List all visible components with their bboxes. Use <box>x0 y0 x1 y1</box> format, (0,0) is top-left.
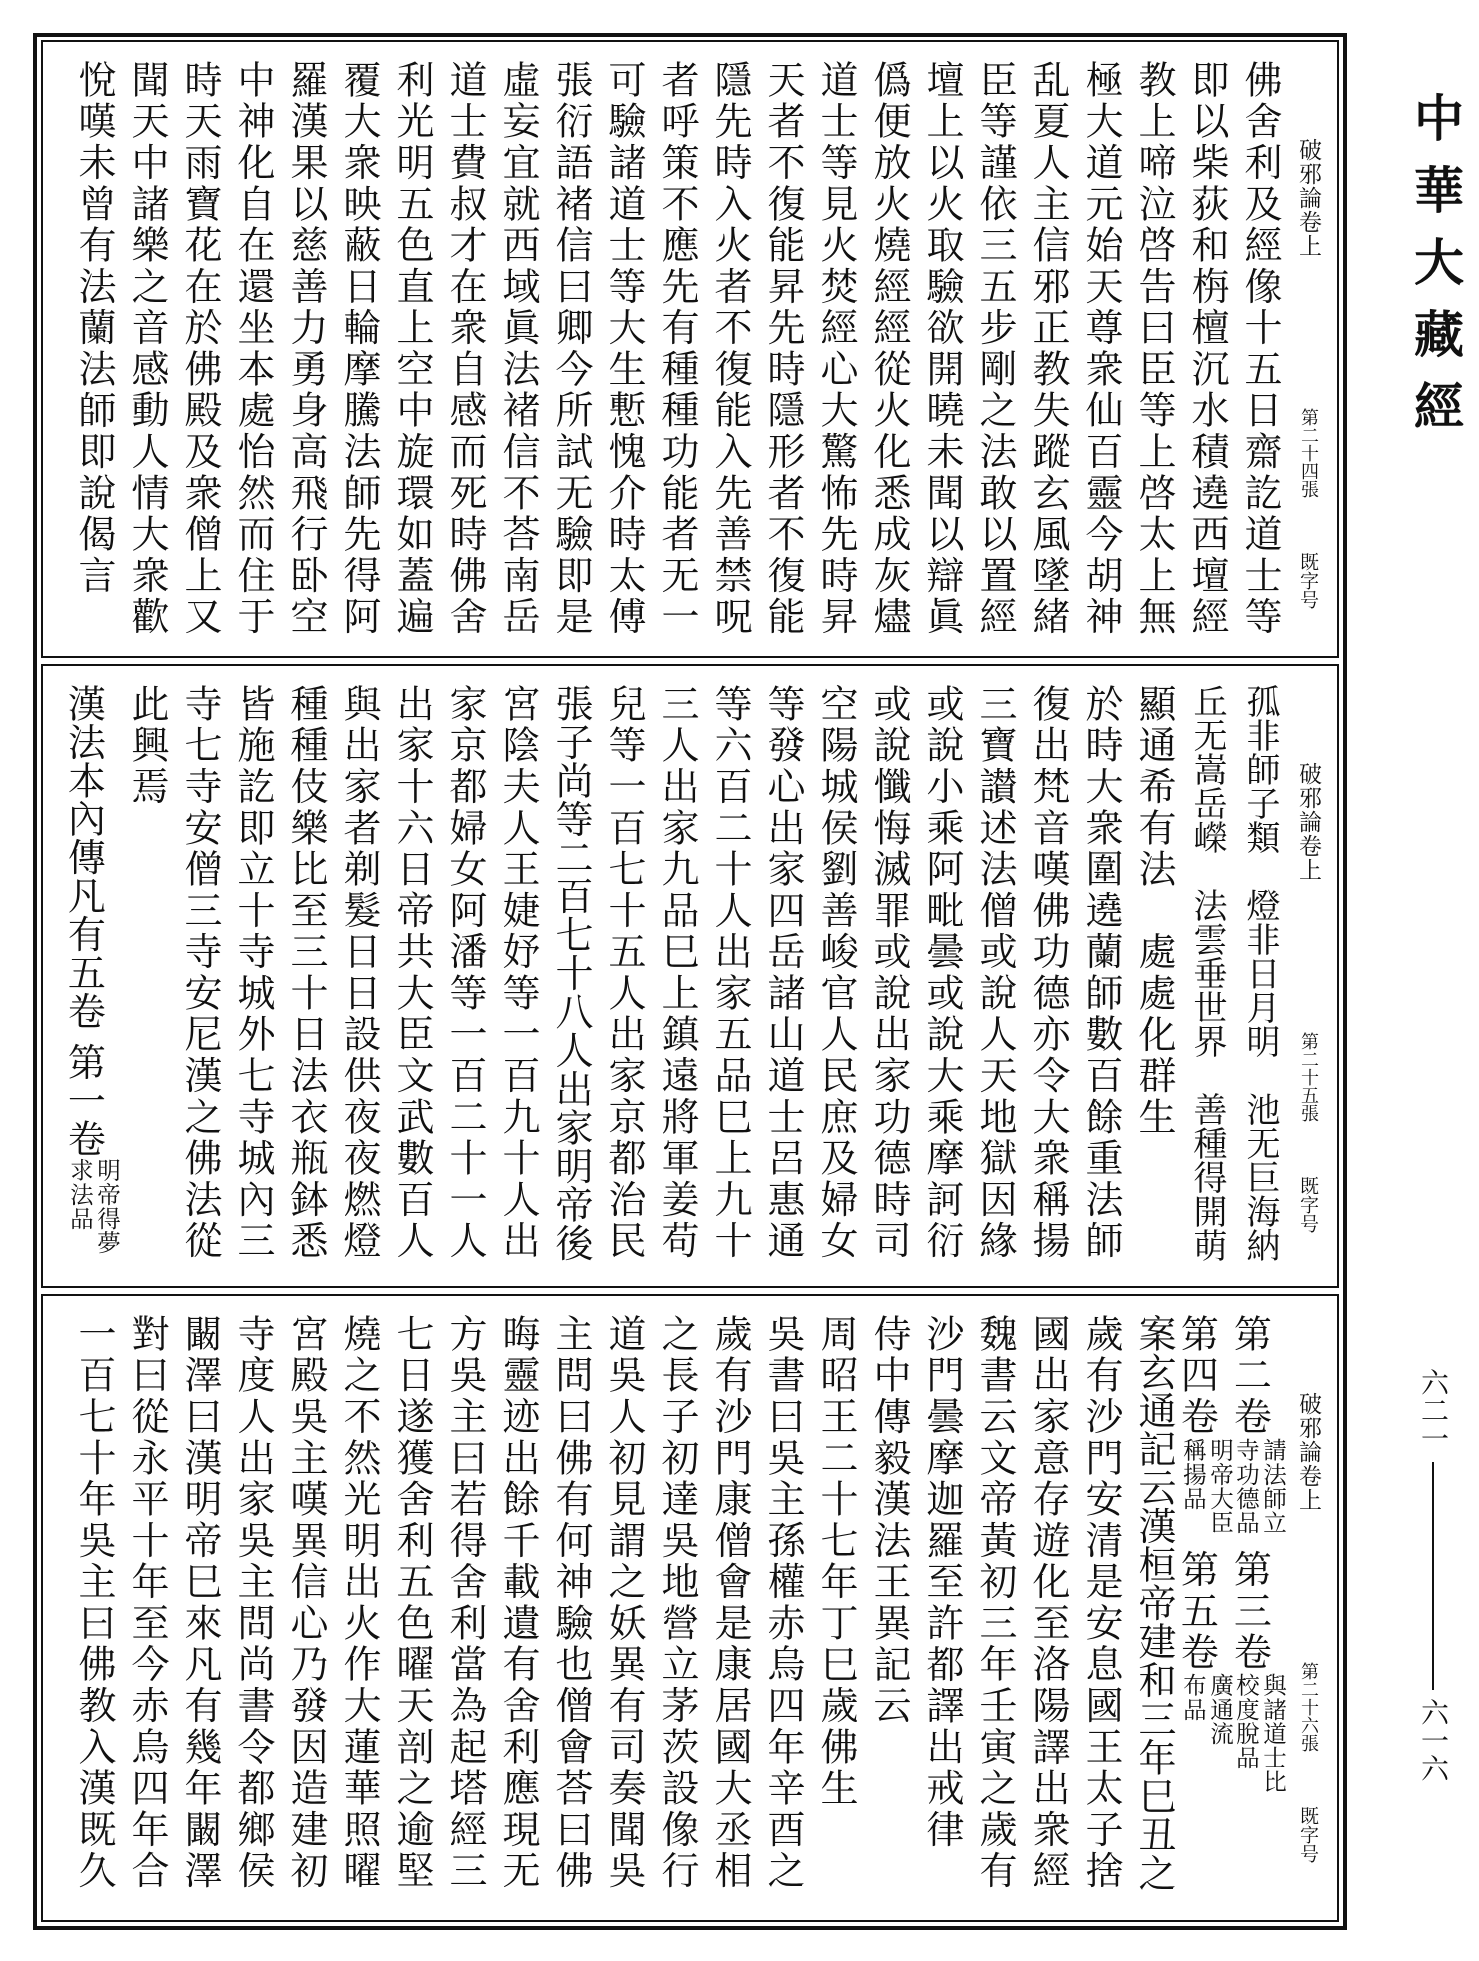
text-column: 案玄通記云漢桓帝建和三年巳丑之 <box>1132 1314 1176 1892</box>
page-number-upper: 六二一 <box>1417 1368 1450 1452</box>
text-column: 主問曰佛有何神驗也僧會荅曰佛 <box>549 1314 593 1892</box>
text-column: 兒等一百七十五人出家京都治民 <box>602 684 646 1262</box>
text-column: 沙門曇摩迦羅至許都譯出戒律 <box>920 1314 964 1851</box>
text-column: 宮殿吳主嘆異信心乃發因造建初 <box>284 1314 328 1892</box>
text-panel-lower <box>41 1294 1339 1922</box>
text-column: 覆大衆映蔽日輪摩騰法師先得阿 <box>337 60 381 638</box>
text-column: 對曰從永平十年至今赤烏四年合 <box>125 1314 169 1892</box>
text-column <box>61 684 121 1262</box>
text-column <box>1227 1314 1287 1892</box>
note-line: 明帝大臣 <box>1206 1437 1234 1535</box>
column-text: 第五卷 <box>1174 1534 1219 1674</box>
interlinear-note <box>1179 1673 1233 1745</box>
column-text: 漢法本內傳凡有五卷 第一卷 <box>61 684 106 1158</box>
header-folio: 第二十五張 <box>1298 1032 1319 1122</box>
text-column: 利光明五色直上空中旋環如蓋遍 <box>390 60 434 638</box>
panel-header <box>1293 666 1323 1286</box>
text-column: 出家十六日帝共大臣文武數百人 <box>390 684 434 1262</box>
text-column: 魏書云文帝黃初三年壬寅之歲有 <box>973 1314 1017 1892</box>
text-column: 周昭王二十七年丁巳歲佛生 <box>814 1314 858 1810</box>
text-column: 方吳主曰若得舍利當為起塔經三 <box>443 1314 487 1892</box>
note-line: 廣通流 <box>1206 1673 1234 1746</box>
header-mark: 既字号 <box>1297 552 1319 609</box>
text-column: 張子尚等二百七十八人出家明帝後 <box>549 684 593 1262</box>
text-column: 即以柴荻和栴檀沉水積遶西壇經 <box>1185 60 1229 638</box>
text-column: 寺度人出家吳主問尚書令都鄉侯 <box>231 1314 275 1892</box>
interlinear-note <box>1232 1438 1286 1534</box>
text-column: 一百七十年吳主曰佛教入漢既久 <box>72 1314 116 1892</box>
text-column: 乱夏人主信邪正教失蹤玄風墜緒 <box>1026 60 1070 638</box>
column-text: 第三卷 <box>1227 1534 1272 1674</box>
note-line: 稱揚品 <box>1178 1437 1207 1511</box>
text-column: 燒之不然光明出火作大蓮華照曜 <box>337 1314 381 1892</box>
page-number-lower: 六一六 <box>1417 1698 1450 1782</box>
text-column: 三人出家九品巳上鎮遠將軍姜苟 <box>655 684 699 1262</box>
text-column: 者呼策不應先有種種功能者无一 <box>655 60 699 638</box>
text-column: 丘无嵩岳嶸 法雲垂世界 善種得開萌 <box>1187 684 1227 1262</box>
text-column: 臣等謹依三五步剛之法敢以置經 <box>973 60 1017 638</box>
text-column: 寺七寺安僧三寺安尼漢之佛法從 <box>178 684 222 1262</box>
note-line: 寺功德品 <box>1231 1437 1260 1535</box>
text-panel-middle <box>41 664 1339 1288</box>
text-column: 羅漢果以慈善力勇身高飛行卧空 <box>284 60 328 638</box>
header-folio: 第二十四張 <box>1298 408 1319 498</box>
text-column: 虛妄宜就西域眞法褚信不荅南岳 <box>496 60 540 638</box>
text-columns <box>67 1314 1286 1894</box>
text-column: 家京都婦女阿潘等一百二十一人 <box>443 684 487 1262</box>
panel-header <box>1293 1296 1323 1920</box>
page-number-divider <box>1432 1462 1434 1690</box>
header-mark: 既字号 <box>1297 1806 1319 1863</box>
text-column: 之長子初達吳地營立茅茨設像行 <box>655 1314 699 1892</box>
text-column: 歲有沙門康僧會是康居國大丞相 <box>708 1314 752 1892</box>
text-column: 復出梵音嘆佛功德亦令大衆稱揚 <box>1026 684 1070 1262</box>
text-column: 吳書曰吳主孫權赤烏四年辛酉之 <box>761 1314 805 1892</box>
note-line: 校度脫品 <box>1231 1673 1260 1770</box>
text-column: 聞天中諸樂之音感動人情大衆歡 <box>125 60 169 638</box>
text-column: 闞澤曰漢明帝巳來凡有幾年闞澤 <box>178 1314 222 1892</box>
text-column: 等發心出家四岳諸山道士呂惠通 <box>761 684 805 1262</box>
text-column: 顯通希有法 處處化群生 <box>1132 684 1176 1139</box>
text-column: 可驗諸道士等大生慙愧介時太傅 <box>602 60 646 638</box>
header-folio: 第二十六張 <box>1298 1662 1319 1752</box>
text-column: 皆施訖即立十寺城外七寺城內三 <box>231 684 275 1262</box>
text-column: 壇上以火取驗欲開曉未聞以辯眞 <box>920 60 964 638</box>
text-column: 道士等見火焚經心大驚怖先時昇 <box>814 60 858 638</box>
text-column: 天者不復能昇先時隱形者不復能 <box>761 60 805 638</box>
header-title: 破邪論卷上 <box>1295 1392 1321 1512</box>
text-columns <box>61 684 1286 1264</box>
text-column: 侍中傳毅漢法王異記云 <box>867 1314 911 1727</box>
text-column: 教上啼泣啓告曰臣等上啓太上無 <box>1132 60 1176 638</box>
text-column: 僞便放火燒經經從火化悉成灰燼 <box>867 60 911 638</box>
text-column: 此興焉 <box>125 684 169 808</box>
text-column: 種種伎樂比至三十日法衣瓶鉢悉 <box>284 684 328 1262</box>
text-column: 隱先時入火者不復能入先善禁呪 <box>708 60 752 638</box>
header-title: 破邪論卷上 <box>1295 762 1321 882</box>
panel-header <box>1293 42 1323 656</box>
interlinear-note <box>1232 1673 1286 1793</box>
text-column: 宮陰夫人王婕妤等一百九十人出 <box>496 684 540 1262</box>
text-column: 道吳人初見謂之妖異有司奏聞吳 <box>602 1314 646 1892</box>
text-column: 道士費叔才在衆自感而死時佛舍 <box>443 60 487 638</box>
column-text: 第二卷 <box>1227 1314 1272 1438</box>
note-line: 布品 <box>1178 1673 1207 1722</box>
text-column: 孤非師子類 燈非日月明 池无巨海納 <box>1240 684 1280 1262</box>
text-column: 空陽城侯劉善峻官人民庶及婦女 <box>814 684 858 1262</box>
text-column: 張衍語褚信曰卿今所試无驗即是 <box>549 60 593 638</box>
interlinear-note <box>66 1158 120 1254</box>
text-column: 極大道元始天尊衆仙百靈今胡神 <box>1079 60 1123 638</box>
text-column: 晦靈迹出餘千載遺有舍利應現无 <box>496 1314 540 1892</box>
text-column: 時天雨寶花在於佛殿及衆僧上又 <box>178 60 222 638</box>
text-column: 悅嘆未曾有法蘭法師即說偈言 <box>72 60 116 597</box>
text-column: 三寶讃述法僧或說人天地獄因緣 <box>973 684 1017 1262</box>
text-column: 等六百二十人出家五品巳上九十 <box>708 684 752 1262</box>
header-mark: 既字号 <box>1297 1176 1319 1233</box>
note-line: 明帝得夢 <box>93 1157 121 1254</box>
header-title: 破邪論卷上 <box>1295 138 1321 258</box>
text-column: 或說懺悔滅罪或說出家功德時司 <box>867 684 911 1262</box>
text-column: 與出家者剃髮日日設供夜夜燃燈 <box>337 684 381 1262</box>
text-column: 國出家意存遊化至洛陽譯出衆經 <box>1026 1314 1070 1892</box>
column-text: 第四卷 <box>1174 1314 1219 1438</box>
note-line: 請法師立 <box>1259 1437 1287 1535</box>
note-line: 求法品 <box>65 1157 94 1230</box>
text-column: 於時大衆圍遶蘭師數百餘重法師 <box>1079 684 1123 1262</box>
canon-title: 中華大藏經 <box>1406 92 1465 452</box>
text-column: 七日遂獲舍利五色曜天剖之逾堅 <box>390 1314 434 1892</box>
interlinear-note <box>1179 1438 1233 1534</box>
text-column: 歲有沙門安清是安息國王太子捨 <box>1079 1314 1123 1892</box>
text-panel-upper <box>41 40 1339 658</box>
text-column: 佛舍利及經像十五日齋訖道士等 <box>1238 60 1282 638</box>
text-columns <box>67 60 1286 640</box>
note-line: 與諸道士比 <box>1259 1673 1287 1794</box>
text-column: 或說小乘阿毗曇或說大乘摩訶衍 <box>920 684 964 1262</box>
text-column: 中神化自在還坐本處怡然而住于 <box>231 60 275 638</box>
